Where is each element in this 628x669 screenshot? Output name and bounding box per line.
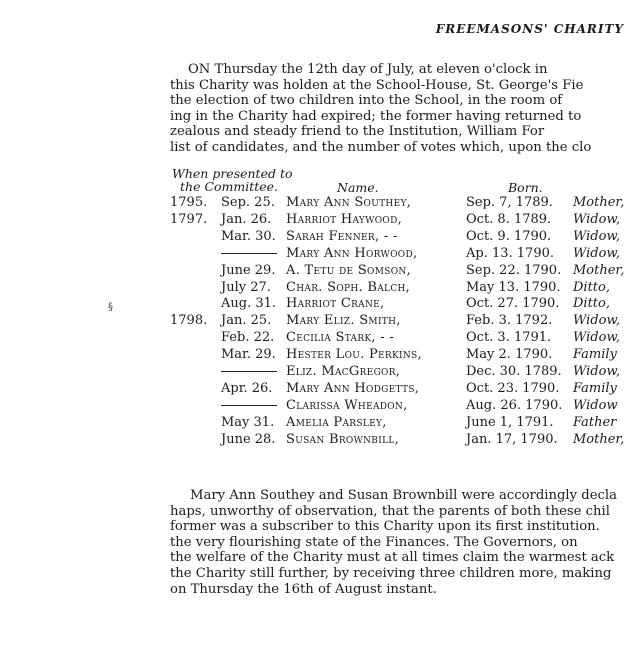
table-row [0,330,628,346]
cell-born: Sep. 22. 1790. [466,262,562,278]
cell-born: Oct. 9. 1790. [466,228,552,244]
cell-parent: Mother, [573,431,625,447]
closing-line: the Charity still further, by receiving three children more, making [170,565,612,581]
closing-line: the welfare of the Charity must at all times claim the warmest ack [170,550,615,566]
margin-mark: § [108,302,113,313]
cell-parent: Father [573,414,617,430]
closing-paragraph [170,488,628,597]
cell-born: May 13. 1790. [466,279,561,295]
candidates-table [0,195,628,455]
table-row [0,263,628,279]
cell-name: A. Tetu de Somson, [286,262,411,278]
ditto-dash [221,371,277,372]
cell-presented: June 29. [221,262,276,278]
cell-presented: Feb. 22. [221,330,275,346]
cell-presented: Jan. 26. [221,211,272,227]
cell-born: June 1, 1791. [466,414,554,430]
ditto-dash [221,405,277,406]
cell-born: Sep. 7, 1789. [466,195,553,210]
cell-parent: Family [573,347,617,363]
presented-label-line1: When presented to [172,166,293,181]
cell-parent: Widow, [573,211,621,227]
cell-born: Oct. 27. 1790. [466,296,560,312]
closing-line: the very flourishing state of the Finances. The Governors, on [170,534,578,550]
cell-parent: Widow, [573,313,621,329]
cell-presented: May 31. [221,414,275,430]
table-row [0,415,628,431]
cell-born: Ap. 13. 1790. [466,245,554,261]
table-row [0,364,628,380]
cell-name: Mary Eliz. Smith, [286,313,401,329]
cell-name: Harriot Haywood, [286,211,403,227]
cell-name: Cecilia Stark, - - [286,330,395,346]
intro-line: ON Thursday the 12th day of July, at eleven o'clock in [188,62,548,77]
cell-presented [221,364,277,380]
cell-presented: Jan. 25. [221,313,272,329]
cell-born: Jan. 17, 1790. [466,431,558,447]
cell-year: 1797. [170,211,208,227]
born-column-header: Born. [508,180,543,195]
cell-presented: Mar. 30. [221,228,276,244]
cell-name: Mary Ann Hodgetts, [286,380,420,396]
cell-presented [221,398,277,414]
cell-presented: Mar. 29. [221,347,276,363]
intro-line: list of candidates, and the number of votes which, upon the clo [170,139,592,155]
cell-name: Amelia Parsley, [286,414,387,430]
cell-name: Clarissa Wheadon, [286,397,408,413]
cell-presented: Aug. 31. [221,296,277,312]
cell-born: Dec. 30. 1789. [466,364,562,379]
closing-line: on Thursday the 16th of August instant. [170,581,437,597]
cell-born: Oct. 8. 1789. [466,211,552,227]
table-row [0,212,628,228]
cell-parent: Family [573,380,617,396]
cell-parent: Widow [573,397,618,413]
running-header: FREEMASONS' CHARITY [435,22,624,36]
cell-parent: Widow, [573,245,621,261]
cell-parent: Mother, [573,262,625,278]
cell-presented: July 27. [221,279,271,295]
cell-presented: June 28. [221,431,276,447]
cell-parent: Mother, [573,195,625,210]
intro-paragraph [170,62,628,156]
cell-parent: Widow, [573,330,621,346]
cell-name: Mary Ann Horwood, [286,245,418,261]
cell-parent: Widow, [573,364,621,379]
cell-year: 1798. [170,313,208,329]
cell-born: Oct. 23. 1790. [466,380,560,396]
cell-parent: Ditto, [573,296,610,312]
cell-parent: Widow, [573,228,621,244]
table-row [0,229,628,245]
cell-born: Aug. 26. 1790. [466,397,563,413]
table-row [0,432,628,448]
table-row [0,347,628,363]
table-row [0,313,628,329]
cell-born: Feb. 3. 1792. [466,313,553,329]
cell-name: Sarah Fenner, - - [286,228,398,244]
ditto-dash [221,253,277,254]
intro-line: ing in the Charity had expired; the former having returned to [170,108,582,124]
cell-name: Eliz. MacGregor, [286,364,401,379]
cell-presented [221,246,277,262]
presented-column-header [172,167,332,193]
closing-line: haps, unworthy of observation, that the parents of both these chil [170,503,610,519]
cell-born: May 2. 1790. [466,347,553,363]
name-column-header: Name. [337,180,379,195]
closing-line: Mary Ann Southey and Susan Brownbill were accordingly decla [190,488,617,503]
cell-born: Oct. 3. 1791. [466,330,552,346]
cell-name: Susan Brownbill, [286,431,400,447]
table-row [0,195,628,211]
cell-presented: Apr. 26. [221,380,273,396]
presented-label-line2: the Committee. [180,179,279,194]
table-row [0,280,628,296]
cell-name: Harriot Crane, [286,296,385,312]
cell-name: Hester Lou. Perkins, [286,347,422,363]
intro-line: zealous and steady friend to the Institution, William For [170,124,545,140]
cell-parent: Ditto, [573,279,610,295]
table-row [0,296,628,312]
table-row [0,381,628,397]
cell-name: Char. Soph. Balch, [286,279,411,295]
intro-line: this Charity was holden at the School-House, St. George's Fie [170,77,584,93]
cell-presented: Sep. 25. [221,195,275,210]
table-row [0,398,628,414]
table-row [0,246,628,262]
intro-line: the election of two children into the School, in the room of [170,93,563,109]
cell-name: Mary Ann Southey, [286,195,412,210]
closing-line: former was a subscriber to this Charity upon its first institution. [170,519,600,535]
cell-year: 1795. [170,195,208,210]
